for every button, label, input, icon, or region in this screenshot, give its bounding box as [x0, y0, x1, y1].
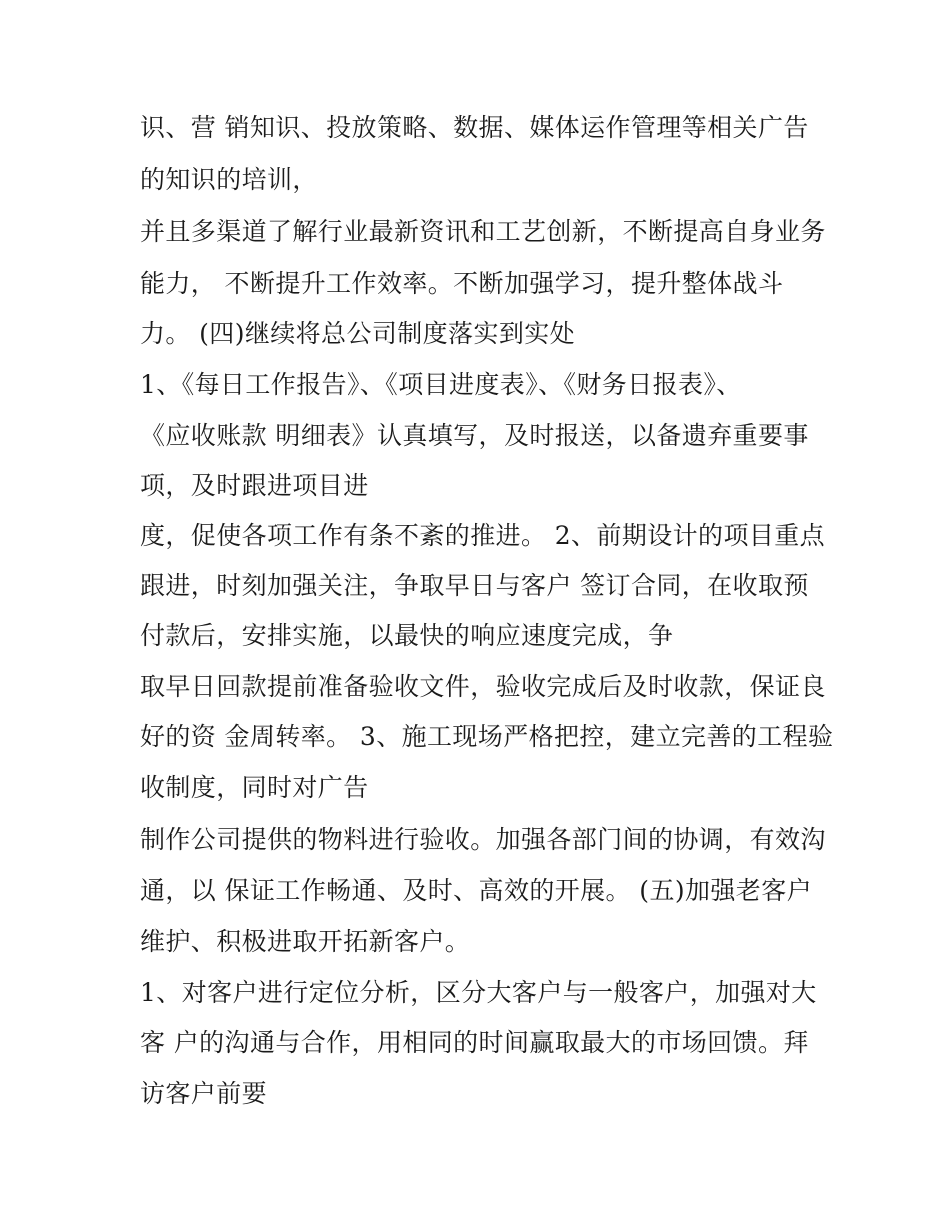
text-line: 并且多渠道了解行业最新资讯和工艺创新，不断提高自身业务 [140, 217, 826, 246]
text-line: 项，及时跟进项目进 [140, 471, 369, 500]
text-line: 跟进，时刻加强关注，争取早日与客户 签订合同，在收取预 [140, 571, 809, 600]
text-line: 制作公司提供的物料进行验收。加强各部门间的协调，有效沟 [140, 825, 826, 854]
text-line: 收制度，同时对广告 [140, 773, 369, 802]
text-line: 访客户前要 [140, 1079, 268, 1108]
text-line: 《应收账款 明细表》认真填写，及时报送，以备遗弃重要事 [140, 421, 809, 450]
text-line: 维护、积极进取开拓新客户。 [140, 927, 471, 956]
text-line: 力。 (四)继续将总公司制度落实到实处 [140, 319, 576, 348]
text-line: 通，以 保证工作畅通、及时、高效的开展。 (五)加强老客户 [140, 876, 813, 905]
text-line: 识、营 销知识、投放策略、数据、媒体运作管理等相关广告 [140, 113, 809, 142]
text-line: 度，促使各项工作有条不紊的推进。 2、前期设计的项目重点 [140, 521, 826, 550]
text-line: 1、《每日工作报告》、《项目进度表》、《财务日报表》、 [140, 370, 742, 399]
text-line: 好的资 金周转率。 3、施工现场严格把控，建立完善的工程验 [140, 722, 834, 751]
text-line: 1、对客户进行定位分析，区分大客户与一般客户，加强对大 [140, 978, 817, 1007]
text-line: 的知识的培训， [140, 165, 318, 194]
text-line: 客 户的沟通与合作，用相同的时间赢取最大的市场回馈。拜 [140, 1028, 809, 1057]
text-line: 取早日回款提前准备验收文件，验收完成后及时收款，保证良 [140, 672, 826, 701]
text-line: 付款后，安排实施，以最快的响应速度完成，争 [140, 621, 674, 650]
text-line: 能力， 不断提升工作效率。不断加强学习，提升整体战斗 [140, 269, 784, 298]
